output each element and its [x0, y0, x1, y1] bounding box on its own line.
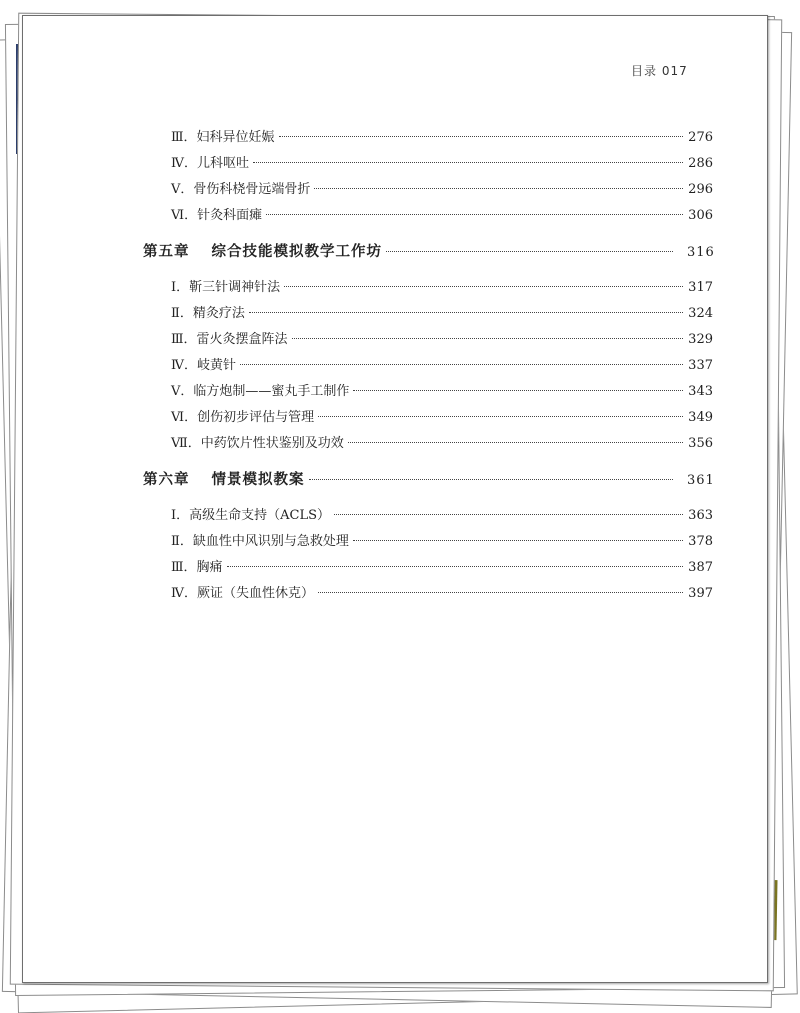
- entry-title: Ⅱ．精灸疗法: [171, 306, 245, 321]
- toc-entry[interactable]: [143, 556, 713, 582]
- chapter-number: 第六章: [143, 471, 190, 488]
- entry-title: Ⅰ．靳三针调神针法: [171, 280, 281, 295]
- entry-title: Ⅰ．高级生命支持（ACLS）: [171, 508, 331, 523]
- toc-entry[interactable]: [143, 178, 713, 204]
- entry-title: Ⅴ．骨伤科桡骨远端骨折: [171, 182, 311, 197]
- entry-title: Ⅵ．针灸科面瘫: [171, 208, 263, 223]
- toc-entry[interactable]: [143, 354, 713, 380]
- entry-title: Ⅴ．临方炮制——蜜丸手工制作: [171, 384, 350, 399]
- page-number: 363: [688, 508, 713, 523]
- leader-dots: [314, 188, 683, 189]
- toc-entry[interactable]: [143, 302, 713, 328]
- page-number: 378: [688, 534, 713, 549]
- leader-dots: [284, 286, 683, 287]
- leader-dots: [353, 390, 683, 391]
- toc-page: [22, 15, 768, 983]
- leader-dots: [309, 479, 674, 480]
- page-number: 286: [688, 156, 713, 171]
- chapter-number: 第五章: [143, 243, 190, 260]
- entry-title: Ⅳ．儿科呕吐: [171, 156, 249, 171]
- page-number: 361: [687, 473, 715, 488]
- page-number: 343: [688, 384, 713, 399]
- leader-dots: [318, 416, 683, 417]
- entry-title: Ⅱ．缺血性中风识别与急救处理: [171, 534, 349, 549]
- toc-entry[interactable]: [143, 204, 713, 230]
- page-number: 356: [688, 436, 713, 451]
- toc-entry[interactable]: [143, 582, 713, 608]
- page-number: 324: [688, 306, 713, 321]
- toc-entry[interactable]: [143, 504, 713, 530]
- entry-title: Ⅶ．中药饮片性状鉴别及功效: [171, 436, 344, 451]
- leader-dots: [227, 566, 683, 567]
- leader-dots: [279, 136, 683, 137]
- entry-title: Ⅲ．胸痛: [171, 560, 223, 575]
- page-number: 306: [688, 208, 713, 223]
- leader-dots: [240, 364, 683, 365]
- toc-entry[interactable]: [143, 432, 713, 458]
- page-number: 329: [688, 332, 713, 347]
- page-number: 317: [688, 280, 713, 295]
- leader-dots: [266, 214, 683, 215]
- chapter-title: 情景模拟教案: [211, 471, 305, 488]
- toc-entry[interactable]: [143, 530, 713, 556]
- chapter-heading[interactable]: [143, 240, 713, 270]
- leader-dots: [386, 251, 673, 252]
- entry-title: Ⅵ．创伤初步评估与管理: [171, 410, 315, 425]
- table-of-contents: [143, 126, 713, 608]
- entry-title: Ⅳ．岐黄针: [171, 358, 236, 373]
- leader-dots: [292, 338, 683, 339]
- page-number: 337: [688, 358, 713, 373]
- toc-entry[interactable]: [143, 406, 713, 432]
- toc-entry[interactable]: [143, 126, 713, 152]
- entry-title: Ⅲ．雷火灸摆盒阵法: [171, 332, 288, 347]
- page-number: 397: [688, 586, 713, 601]
- leader-dots: [348, 442, 683, 443]
- entry-title: Ⅳ．厥证（失血性休克）: [171, 586, 314, 601]
- leader-dots: [334, 514, 683, 515]
- toc-entry[interactable]: [143, 276, 713, 302]
- leader-dots: [249, 312, 683, 313]
- chapter-heading[interactable]: [143, 468, 713, 498]
- toc-entry[interactable]: [143, 380, 713, 406]
- leader-dots: [353, 540, 683, 541]
- toc-entry[interactable]: [143, 152, 713, 178]
- page-number: 296: [688, 182, 713, 197]
- page-number: 276: [688, 130, 713, 145]
- leader-dots: [318, 592, 683, 593]
- page-number: 316: [687, 245, 715, 260]
- chapter-title: 综合技能模拟教学工作坊: [211, 243, 382, 260]
- entry-title: Ⅲ．妇科异位妊娠: [171, 130, 275, 145]
- page-number: 349: [688, 410, 713, 425]
- running-head: 目录 017: [631, 64, 688, 78]
- toc-entry[interactable]: [143, 328, 713, 354]
- page-number: 387: [688, 560, 713, 575]
- leader-dots: [253, 162, 683, 163]
